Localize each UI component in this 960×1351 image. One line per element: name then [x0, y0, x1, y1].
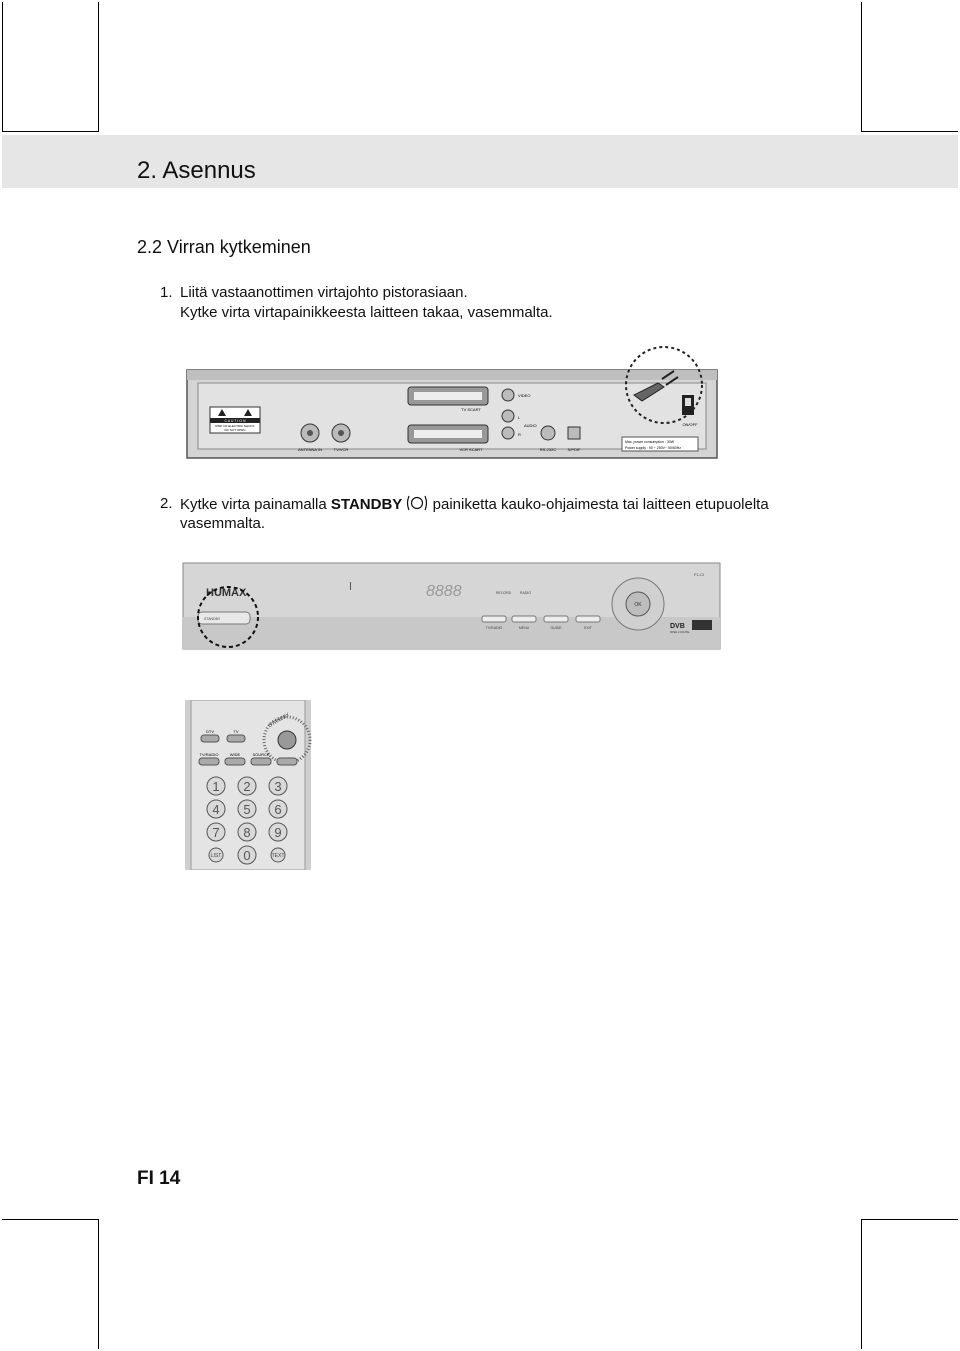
tv-scart-label: TV SCART [461, 407, 481, 412]
brand-logo: HUMAX [206, 587, 247, 599]
remote-standby-label: STANDBY [267, 711, 291, 729]
tv-radio-button[interactable] [199, 758, 219, 765]
crop-mark [2, 131, 99, 132]
tv-label: TV [233, 729, 239, 734]
extra-button[interactable] [277, 758, 297, 765]
model-label: F1-CI [694, 572, 704, 577]
crop-mark [98, 1219, 99, 1349]
standby-keyword: STANDBY [330, 496, 403, 513]
key-label: 3 [274, 779, 282, 794]
key-label: 1 [212, 779, 220, 794]
step-text: Liitä vastaanottimen virtajohto pistorasiaan. [180, 284, 468, 301]
video-connector [502, 389, 514, 401]
step-number: 2. [160, 495, 173, 512]
caution-line1: RISK OF ELECTRIC SHOCK [215, 424, 255, 428]
standby-label: STANDBY [204, 617, 221, 621]
front-button[interactable] [576, 616, 600, 622]
step-number: 1. [160, 284, 173, 301]
tvradio-label: TV/RADIO [485, 626, 503, 630]
audio-r-connector [502, 427, 514, 439]
key-label: 6 [274, 802, 282, 817]
key-label: 0 [243, 848, 251, 863]
caution-title: C A U T I O N [224, 419, 246, 423]
front-button[interactable] [544, 616, 568, 622]
radio-label: RADIO [520, 591, 532, 595]
page-number: FI 14 [137, 1168, 181, 1189]
step-text-after: painiketta kauko-ohjaimesta tai laitteen etupuolelta [432, 496, 769, 513]
caution-line2: DO NOT OPEN [224, 428, 246, 432]
power-consumption-text: Max. power consumption : 30W [625, 440, 675, 444]
dvb-sub-label: MPEG-2 DIGITAL [670, 631, 690, 634]
step-text-before: Kytke virta painamalla [180, 496, 327, 513]
standby-button[interactable] [278, 731, 296, 749]
key-label: LIST [210, 853, 222, 859]
step-text [180, 495, 769, 514]
crop-mark [861, 1219, 862, 1349]
audio-l-connector [502, 410, 514, 422]
standby-symbol-icon [406, 495, 428, 509]
exit-label: EXIT [584, 626, 592, 630]
caution-label [210, 407, 260, 433]
crop-mark [861, 2, 862, 132]
antenna-label: ANTENNA IN [297, 447, 323, 452]
onoff-label: ON/OFF [682, 422, 698, 427]
key-label: TEXT [271, 853, 285, 859]
key-label: 9 [274, 825, 282, 840]
step-text: Kytke virta virtapainikkeesta laitteen takaa, vasemmalta. [180, 304, 553, 321]
tv-radio-label: TV/RADIO [199, 752, 219, 757]
guide-label: GUIDE [550, 626, 562, 630]
rear-panel-illustration [186, 345, 720, 460]
crop-mark [861, 1219, 958, 1220]
dtv-label: DTV [206, 729, 214, 734]
key-label: 8 [243, 825, 251, 840]
dtv-button[interactable] [201, 735, 219, 742]
key-label: 2 [243, 779, 251, 794]
remote-illustration [183, 700, 313, 870]
audio-l-label: L [518, 415, 521, 420]
source-button[interactable] [251, 758, 271, 765]
dvb-logo: DVB [670, 623, 685, 630]
audio-r-label: R [518, 432, 521, 437]
crop-mark [2, 2, 3, 132]
wide-label: WIDE [229, 752, 241, 757]
tv-button[interactable] [227, 735, 245, 742]
spdif-label: S/PDIF [567, 447, 581, 452]
front-button[interactable] [482, 616, 506, 622]
key-label: 5 [243, 802, 251, 817]
video-label: VIDEO [518, 393, 531, 398]
power-supply-text: Power supply : 90 ~ 250V~ 50/60Hz [625, 446, 682, 450]
spdif-connector [568, 427, 580, 439]
menu-label: MENU [518, 626, 530, 630]
tvvcr-label: TV/VCR [333, 447, 349, 452]
step-text: vasemmalta. [180, 515, 266, 532]
key-label: 4 [212, 802, 220, 817]
record-label: RECORD [496, 591, 512, 595]
hdmi-logo [692, 620, 712, 630]
audio-label: AUDIO [524, 423, 537, 428]
front-display: 8888 [426, 583, 462, 600]
rs232-connector [541, 426, 555, 440]
vcr-scart-label: VCR SCART [459, 447, 483, 452]
front-button[interactable] [512, 616, 536, 622]
crop-mark [861, 131, 958, 132]
key-label: 7 [212, 825, 220, 840]
wide-button[interactable] [225, 758, 245, 765]
source-label: SOURCE [252, 752, 270, 757]
ok-label: OK [634, 602, 642, 608]
rs232-label: RS-232C [539, 447, 557, 452]
front-panel-illustration [182, 562, 722, 652]
crop-mark [98, 2, 99, 132]
chapter-title: 2. Asennus [137, 157, 256, 184]
crop-mark [2, 1219, 99, 1220]
section-title: 2.2 Virran kytkeminen [137, 237, 311, 257]
